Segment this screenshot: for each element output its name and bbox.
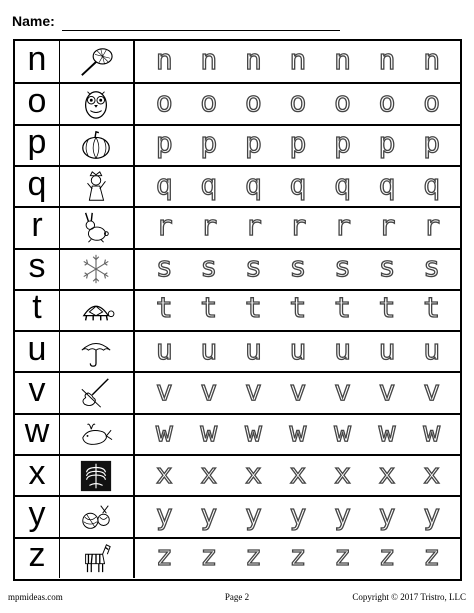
trace-letter[interactable]: s (155, 250, 173, 284)
trace-letter[interactable]: x (378, 456, 396, 490)
letter-cell (15, 205, 59, 247)
tracing-area[interactable] (136, 415, 460, 454)
column-divider (133, 539, 135, 578)
trace-letter[interactable]: s (423, 250, 441, 284)
net-icon (77, 45, 115, 79)
column-divider (133, 373, 135, 412)
trace-letter[interactable]: n (378, 42, 396, 76)
trace-letter[interactable]: n (244, 42, 262, 76)
trace-letter[interactable]: y (378, 498, 396, 532)
trace-letter[interactable]: q (244, 167, 262, 201)
letter-row-z (15, 537, 460, 578)
row-letter: z (28, 536, 46, 575)
trace-letter[interactable]: q (334, 167, 351, 201)
name-label: Name: (12, 13, 55, 29)
row-letter: u (27, 329, 47, 368)
trace-letter[interactable]: w (334, 415, 351, 449)
trace-letter[interactable]: w (155, 415, 173, 449)
letter-row-y (15, 495, 460, 536)
tracing-area[interactable] (136, 539, 460, 578)
letter-cell (15, 329, 59, 371)
trace-letter[interactable]: t (289, 291, 307, 325)
trace-letter[interactable]: t (155, 291, 173, 325)
picture-cell (59, 456, 133, 495)
pumpkin-icon (77, 128, 115, 162)
row-letter: s (28, 247, 46, 286)
trace-letter[interactable]: o (378, 84, 396, 118)
tracing-area[interactable] (136, 84, 460, 123)
trace-letter[interactable]: w (289, 415, 307, 449)
trace-letter[interactable]: x (289, 456, 307, 490)
trace-letter[interactable]: r (423, 208, 441, 242)
whale-icon (77, 417, 115, 451)
trace-letter[interactable]: z (200, 539, 218, 573)
trace-letter[interactable]: p (334, 126, 351, 160)
name-line[interactable] (62, 30, 340, 31)
trace-letter[interactable]: p (289, 126, 307, 160)
picture-cell (59, 539, 133, 578)
trace-letter[interactable]: w (244, 415, 262, 449)
footer-page: Page 2 (224, 592, 250, 602)
trace-letter[interactable]: w (378, 415, 396, 449)
trace-letter[interactable]: y (334, 498, 351, 532)
letter-row-s (15, 248, 460, 289)
trace-letter[interactable]: s (289, 250, 307, 284)
snowflake-icon (77, 252, 115, 286)
column-divider (133, 41, 135, 82)
trace-letter[interactable]: y (155, 498, 173, 532)
row-letter: o (27, 81, 47, 120)
picture-cell (59, 250, 133, 289)
trace-letter[interactable]: t (334, 291, 351, 325)
trace-letter[interactable]: x (244, 456, 262, 490)
trace-letter[interactable]: o (244, 84, 262, 118)
footer (8, 592, 466, 606)
trace-letter[interactable]: u (244, 332, 262, 366)
picture-cell (59, 41, 133, 82)
trace-letter[interactable]: z (378, 539, 396, 573)
picture-cell (59, 415, 133, 454)
trace-letter[interactable]: v (423, 374, 441, 408)
tracing-area[interactable] (136, 332, 460, 371)
queen-icon (77, 170, 115, 204)
trace-letter[interactable]: u (200, 332, 218, 366)
trace-letter[interactable]: p (244, 126, 262, 160)
letter-cell (15, 164, 59, 206)
letter-cell (15, 373, 59, 412)
row-letter: v (28, 371, 46, 410)
letter-cell (15, 123, 59, 165)
trace-letter[interactable]: v (200, 374, 218, 408)
column-divider (133, 332, 135, 371)
tracing-area[interactable] (136, 167, 460, 206)
trace-letter[interactable]: t (423, 291, 441, 325)
trace-letter[interactable]: v (244, 374, 262, 408)
trace-letter[interactable]: s (378, 250, 396, 284)
column-divider (133, 456, 135, 495)
picture-cell (59, 291, 133, 330)
trace-letter[interactable]: x (200, 456, 218, 490)
yarn-icon (77, 500, 115, 534)
trace-letter[interactable]: x (423, 456, 441, 490)
row-letter: p (27, 123, 47, 162)
column-divider (133, 415, 135, 454)
row-letter: t (32, 288, 42, 327)
letter-cell (15, 453, 59, 495)
trace-letter[interactable]: q (289, 167, 307, 201)
trace-letter[interactable]: x (155, 456, 173, 490)
trace-letter[interactable]: x (334, 456, 351, 490)
trace-letter[interactable]: n (334, 42, 351, 76)
trace-letter[interactable]: y (200, 498, 218, 532)
trace-letter[interactable]: t (200, 291, 218, 325)
trace-letter[interactable]: v (378, 374, 396, 408)
picture-cell (59, 84, 133, 123)
trace-letter[interactable]: p (423, 126, 441, 160)
letter-cell (15, 247, 59, 289)
trace-letter[interactable]: z (423, 539, 441, 573)
trace-letter[interactable]: z (334, 539, 351, 573)
letter-row-o (15, 82, 460, 123)
picture-cell (59, 497, 133, 536)
letter-row-q (15, 165, 460, 206)
tracing-area[interactable] (136, 208, 460, 247)
trace-letter[interactable]: s (200, 250, 218, 284)
trace-letter[interactable]: u (423, 332, 441, 366)
trace-letter[interactable]: s (244, 250, 262, 284)
trace-letter[interactable]: t (378, 291, 396, 325)
x-ray-icon (77, 459, 115, 493)
row-letter: q (27, 164, 47, 203)
trace-letter[interactable]: r (378, 208, 396, 242)
column-divider (133, 291, 135, 330)
trace-letter[interactable]: w (423, 415, 441, 449)
turtle-icon (77, 293, 115, 327)
trace-letter[interactable]: n (155, 42, 173, 76)
trace-letter[interactable]: w (200, 415, 218, 449)
tracing-area[interactable] (136, 497, 460, 536)
column-divider (133, 84, 135, 123)
trace-letter[interactable]: z (244, 539, 262, 573)
letter-cell (15, 81, 59, 123)
letter-cell (15, 536, 59, 578)
tracing-grid (13, 39, 462, 581)
letter-cell (15, 288, 59, 330)
tracing-area[interactable] (136, 456, 460, 495)
picture-cell (59, 373, 133, 412)
trace-letter[interactable]: r (200, 208, 218, 242)
letter-cell (15, 412, 59, 454)
picture-cell (59, 332, 133, 371)
trace-letter[interactable]: q (423, 167, 441, 201)
letter-row-v (15, 371, 460, 412)
footer-site: mpmideas.com (8, 592, 63, 602)
umbrella-icon (77, 335, 115, 369)
column-divider (133, 250, 135, 289)
picture-cell (59, 167, 133, 206)
owl-icon (77, 87, 115, 121)
letter-row-n (15, 41, 460, 82)
trace-letter[interactable]: q (200, 167, 218, 201)
row-letter: y (28, 495, 46, 534)
trace-letter[interactable]: o (200, 84, 218, 118)
trace-letter[interactable]: u (289, 332, 307, 366)
trace-letter[interactable]: z (155, 539, 173, 573)
row-letter: n (27, 39, 47, 78)
letter-row-r (15, 206, 460, 247)
letter-row-w (15, 413, 460, 454)
column-divider (133, 167, 135, 206)
row-letter: w (24, 412, 50, 451)
tracing-area[interactable] (136, 250, 460, 289)
trace-letter[interactable]: v (334, 374, 351, 408)
trace-letter[interactable]: s (334, 250, 351, 284)
letter-row-t (15, 289, 460, 330)
column-divider (133, 126, 135, 165)
trace-letter[interactable]: o (289, 84, 307, 118)
letter-cell (15, 41, 59, 82)
trace-letter[interactable]: q (378, 167, 396, 201)
letter-cell (15, 497, 59, 536)
picture-cell (59, 126, 133, 165)
tracing-area[interactable] (136, 291, 460, 330)
row-letter: r (31, 205, 43, 244)
trace-letter[interactable]: p (155, 126, 173, 160)
row-letter: x (28, 453, 46, 492)
letter-row-x (15, 454, 460, 495)
trace-letter[interactable]: n (200, 42, 218, 76)
trace-letter[interactable]: r (244, 208, 262, 242)
trace-letter[interactable]: r (155, 208, 173, 242)
rabbit-icon (77, 211, 115, 245)
picture-cell (59, 208, 133, 247)
trace-letter[interactable]: r (334, 208, 351, 242)
trace-letter[interactable]: u (155, 332, 173, 366)
footer-copyright: Copyright © 2017 Tristro, LLC (352, 592, 466, 602)
trace-letter[interactable]: z (289, 539, 307, 573)
column-divider (133, 497, 135, 536)
tracing-area[interactable] (136, 373, 460, 412)
letter-row-p (15, 124, 460, 165)
trace-letter[interactable]: n (289, 42, 307, 76)
trace-letter[interactable]: q (155, 167, 173, 201)
trace-letter[interactable]: y (423, 498, 441, 532)
trace-letter[interactable]: o (423, 84, 441, 118)
trace-letter[interactable]: r (289, 208, 307, 242)
trace-letter[interactable]: u (334, 332, 351, 366)
trace-letter[interactable]: n (423, 42, 441, 76)
trace-letter[interactable]: v (289, 374, 307, 408)
tracing-area[interactable] (136, 126, 460, 165)
trace-letter[interactable]: u (378, 332, 396, 366)
letter-row-u (15, 330, 460, 371)
trace-letter[interactable]: p (200, 126, 218, 160)
trace-letter[interactable]: p (378, 126, 396, 160)
column-divider (133, 208, 135, 247)
trace-letter[interactable]: t (244, 291, 262, 325)
name-row (12, 12, 462, 32)
tracing-area[interactable] (136, 41, 460, 82)
violin-icon (77, 376, 115, 410)
trace-letter[interactable]: y (244, 498, 262, 532)
trace-letter[interactable]: v (155, 374, 173, 408)
trace-letter[interactable]: o (334, 84, 351, 118)
trace-letter[interactable]: y (289, 498, 307, 532)
trace-letter[interactable]: o (155, 84, 173, 118)
zebra-icon (77, 541, 115, 575)
